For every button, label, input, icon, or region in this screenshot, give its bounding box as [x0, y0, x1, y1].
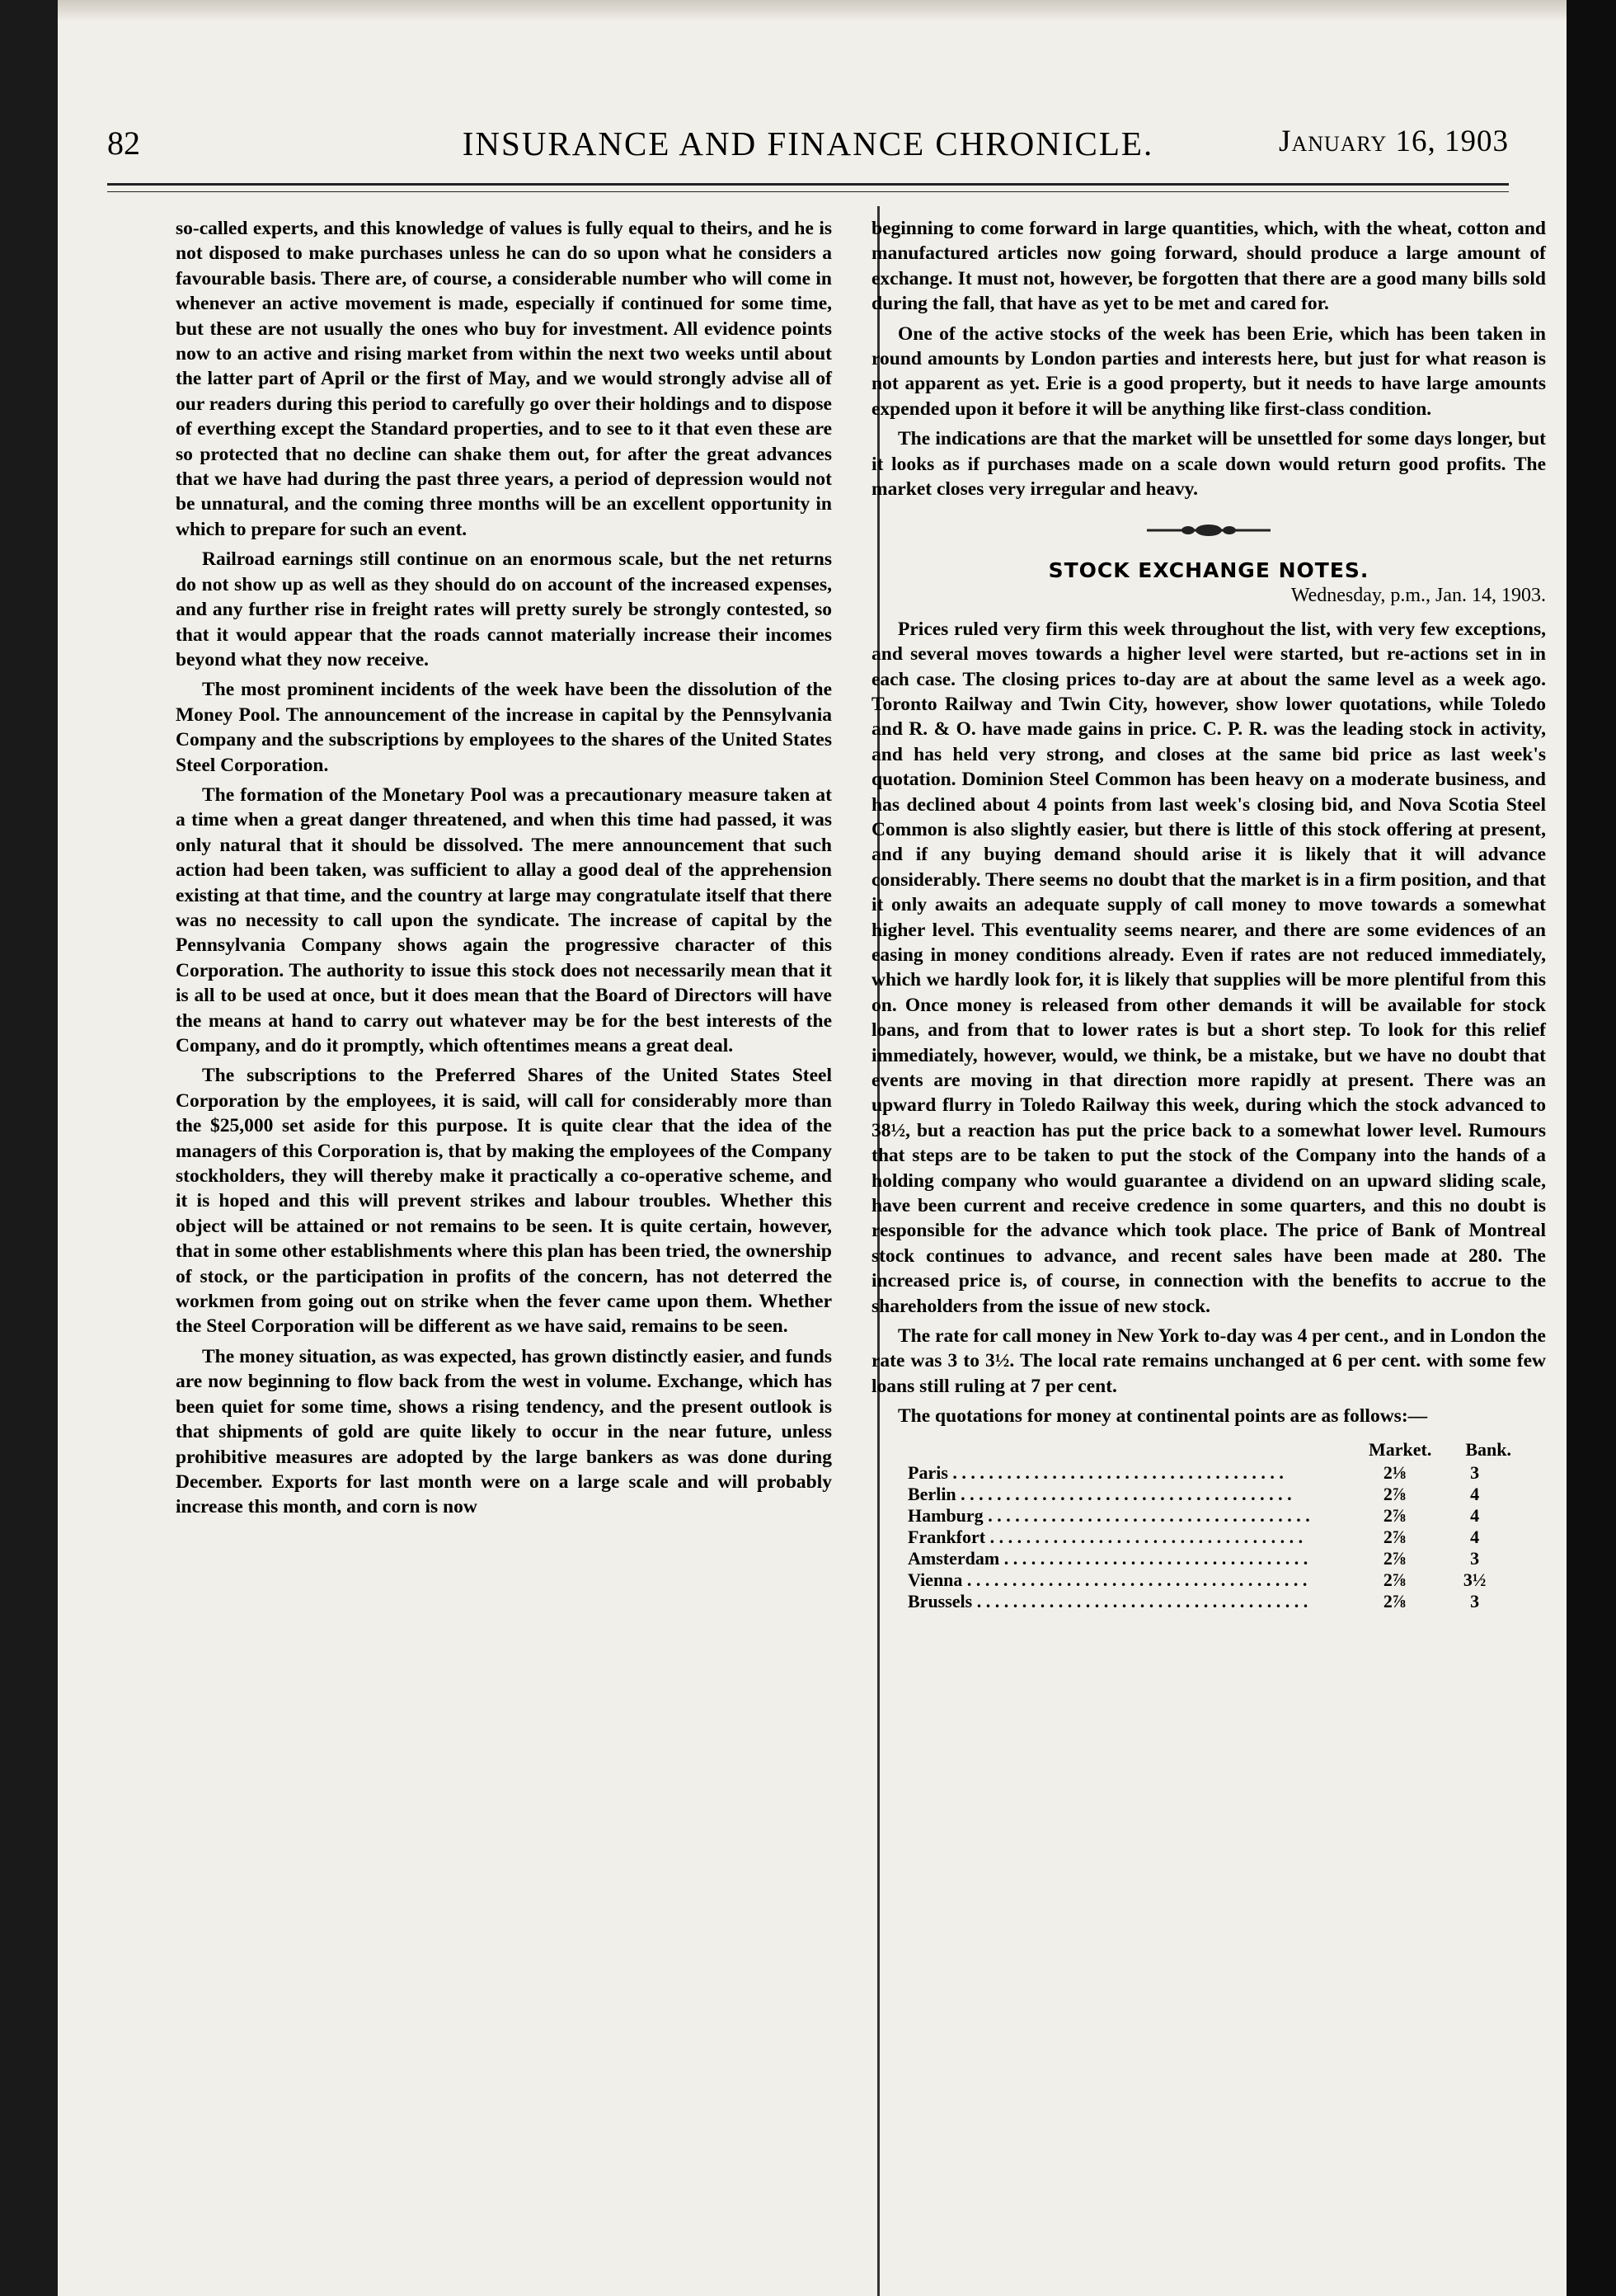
city-name: Amsterdam	[908, 1548, 1000, 1569]
city-name: Paris	[908, 1462, 948, 1484]
market-rate: 2⅞	[1383, 1505, 1407, 1527]
table-row: Paris . . . . . . . . . . . . . . . . . . . . . . . . . . . . . . . . . . . . . 2⅛ 3	[904, 1462, 1515, 1484]
paragraph: The rate for call money in New York to-day was 4 per cent., and in London the rate was 3 to 3½. The local rate remains unchanged at 6 per cent. with some few loans still ruling at 7 per cent.	[871, 1325, 1546, 1397]
bank-rate: 3½	[1463, 1569, 1487, 1591]
page-number: 82	[107, 125, 140, 162]
market-rate: 2⅛	[1383, 1462, 1407, 1484]
market-rate: 2⅞	[1383, 1548, 1407, 1569]
paragraph: The formation of the Monetary Pool was a precautionary measure taken at a time when a great danger threatened, and when this time had passed, it was only natural that it should be dissolved. The mere announcement that such action had been taken, was sufficient to allay a good deal of the apprehension existing at that time, and the country at large may congratulate itself that there was no necessity to call upon the syndicate. The increase of capital by the Pennsylvania Company shows again the progressive character of this Corporation. The authority to issue this stock does not necessarily mean that it is all to be used at once, but it does mean that the Board of Directors will have the means at hand to carry out whatever may be for the best interests of the Company, and do it promptly, which oftentimes means a great deal.	[176, 783, 832, 1056]
column-header-market: Market.	[1369, 1438, 1432, 1460]
market-rate: 2⅞	[1383, 1569, 1407, 1591]
left-column	[176, 216, 832, 1525]
masthead-title: INSURANCE AND FINANCE CHRONICLE.	[462, 125, 1154, 162]
market-rate: 2⅞	[1383, 1484, 1407, 1505]
money-rates-table	[904, 1437, 1515, 1612]
table-row: Brussels . . . . . . . . . . . . . . . . . . . . . . . . . . . . . . . . . . . . . 2⅞ 3	[904, 1591, 1515, 1612]
bank-rate: 4	[1470, 1505, 1480, 1527]
table-row: Vienna . . . . . . . . . . . . . . . . . . . . . . . . . . . . . . . . . . . . . . 2⅞ 3½	[904, 1569, 1515, 1591]
market-rate: 2⅞	[1383, 1527, 1407, 1548]
right-column	[871, 216, 1546, 1612]
header-rule	[107, 183, 1509, 186]
paragraph: The money situation, as was expected, has grown distinctly easier, and funds are now beginning to flow back from the west in volume. Exchange, which has been quiet for some time, shows a rising tendency, and the present outlook is that shipments of gold are quite likely to occur in the near future, unless prohibitive measures are adopted by the large bankers as was done during December. Exports for last month were on a large scale and will probably increase this month, and corn is now	[176, 1345, 832, 1518]
paragraph: One of the active stocks of the week has been Erie, which has been taken in round amounts by London parties and interests here, but just for what reason is not apparent as yet. Erie is a good property, but it needs to have large amounts expended upon it before it will be anything like first-class condition.	[871, 322, 1546, 420]
paragraph: The quotations for money at continental points are as follows:—	[898, 1405, 1428, 1428]
table-row: Frankfort . . . . . . . . . . . . . . . . . . . . . . . . . . . . . . . . . . . 2⅞ 4	[904, 1527, 1515, 1548]
table-row: Amsterdam . . . . . . . . . . . . . . . . . . . . . . . . . . . . . . . . . . 2⅞ 3	[904, 1548, 1515, 1569]
paragraph: The most prominent incidents of the week have been the dissolution of the Money Pool. The announcement of the increase in capital by the Pennsylvania Company and the subscriptions by employees to the shares of the United States Steel Corporation.	[176, 679, 832, 776]
header-rule-thin	[107, 191, 1509, 192]
page-header	[107, 124, 1509, 173]
page-top-edge	[58, 0, 1567, 21]
paragraph: Railroad earnings still continue on an enormous scale, but the net returns do not show up as well as they should do on account of the increased expenses, and any further rise in freight rates will pretty surely be strongly contested, so that it would appear that the roads cannot materially increase their incomes beyond what they now receive.	[176, 548, 832, 670]
table-header-row	[904, 1437, 1515, 1462]
city-name: Brussels	[908, 1591, 973, 1612]
section-ornament	[871, 520, 1546, 544]
column-header-bank: Bank.	[1465, 1438, 1511, 1460]
paragraph: beginning to come forward in large quantities, which, with the wheat, cotton and manufactured articles now going forward, should produce a large amount of exchange. It must not, however, be forgotten that there are a good many bills sold during the fall, that have as yet to be met and cared for.	[871, 218, 1546, 315]
city-name: Vienna	[908, 1569, 963, 1591]
section-dateline: Wednesday, p.m., Jan. 14, 1903.	[1290, 585, 1546, 607]
bank-rate: 3	[1470, 1591, 1480, 1612]
market-rate: 2⅞	[1383, 1591, 1407, 1612]
paragraph: The subscriptions to the Preferred Shares of the United States Steel Corporation by the employees, it is said, will call for considerably more than the $25,000 set aside for this purpose. It is quite clear that the idea of the managers of this Corporation is, that by making the employees of the Company stockholders, they will thereby make it practically a co-operative scheme, and it is hoped and this will prevent strikes and labour troubles. Whether this object will be attained or not remains to be seen. It is quite certain, however, that in some other establishments where this plan has been tried, the ownership of stock, or the participation in profits of the concern, has not deterred the workmen from going out on strike when the fever came upon them. Whether the Steel Corporation will be different as we have said, remains to be seen.	[176, 1065, 832, 1338]
city-name: Hamburg	[908, 1505, 984, 1527]
paragraph: so-called experts, and this knowledge of values is fully equal to theirs, and he is not disposed to make purchases unless he can do so upon what he considers a favourable basis. There are, of course, a considerable number who will come in whenever an active movement is made, especially if continued for some time, but these are not usually the ones who buy for investment. All evidence points now to an active and rising market from within the next two weeks until about the latter part of April or the first of May, and we would strongly advise all of our readers during this period to carefully go over their holdings and to dispose of everthing except the Standard properties, and to see to it that even these are so protected that no decline can shake them out, for after the great advances that we have had during the past three years, a period of depression would not be unnatural, and the coming three months will be an excellent opportunity in which to prepare for such an event.	[176, 218, 832, 540]
bank-rate: 3	[1470, 1548, 1480, 1569]
city-name: Frankfort	[908, 1527, 986, 1548]
city-name: Berlin	[908, 1484, 956, 1505]
section-title: STOCK EXCHANGE NOTES.	[1048, 558, 1369, 582]
paragraph: The indications are that the market will be unsettled for some days longer, but it looks as if purchases made on a scale down would return good profits. The market closes very irregular and heavy.	[871, 428, 1546, 501]
bank-rate: 4	[1470, 1484, 1480, 1505]
binding-spine	[1567, 0, 1616, 2296]
table-row: Berlin . . . . . . . . . . . . . . . . . . . . . . . . . . . . . . . . . . . . . 2⅞ 4	[904, 1484, 1515, 1505]
paragraph: Prices ruled very firm this week throughout the list, with very few exceptions, and several moves towards a higher level were started, but re-actions set in in each case. The closing prices to-day are at about the same level as a week ago. Toronto Railway and Twin City, however, show lower quotations, while Toledo and R. & O. have made gains in price. C. P. R. was the leading stock in activity, and has held very strong, and closes at the same bid price as last week's quotation. Dominion Steel Common has been heavy on a moderate business, and has declined about 4 points from last week's closing bid, and Nova Scotia Steel Common is also slightly easier, but there is little of this stock offering at present, and if any buying demand should arise it is likely that it will advance considerably. There seems no doubt that the market is in a firm position, and that it only awaits an adequate supply of call money to move towards a somewhat higher level. This eventuality seems nearer, and there are some evidences of an easing in money conditions already. Even if rates are not reduced immediately, which we hardly look for, it is likely that supplies will be more plentiful from this on. Once money is released from other demands it will be available for stock loans, and from that to lower rates is but a short step. To look for this relief immediately, however, would, we think, be a mistake, but we have no doubt that events are moving in that direction more rapidly at present. There was an upward flurry in Toledo Railway this week, during which the stock advanced to 38½, but a reaction has put the price back to a somewhat lower level. Rumours that steps are to be taken to put the stock of the Company into the hands of a holding company who would guarantee a dividend on an upward sliding scale, have been current and receive credence in some quarters, and this no doubt is responsible for the advance which took place. The price of Bank of Montreal stock continues to advance, and recent sales have been made at 280. The increased price is, of course, in connection with the benefits to accrue to the shareholders from the issue of new stock.	[871, 618, 1546, 1317]
bank-rate: 3	[1470, 1462, 1480, 1484]
bank-rate: 4	[1470, 1527, 1480, 1548]
table-row: Hamburg . . . . . . . . . . . . . . . . . . . . . . . . . . . . . . . . . . . . 2⅞ 4	[904, 1505, 1515, 1527]
issue-date: January 16, 1903	[1279, 125, 1509, 158]
